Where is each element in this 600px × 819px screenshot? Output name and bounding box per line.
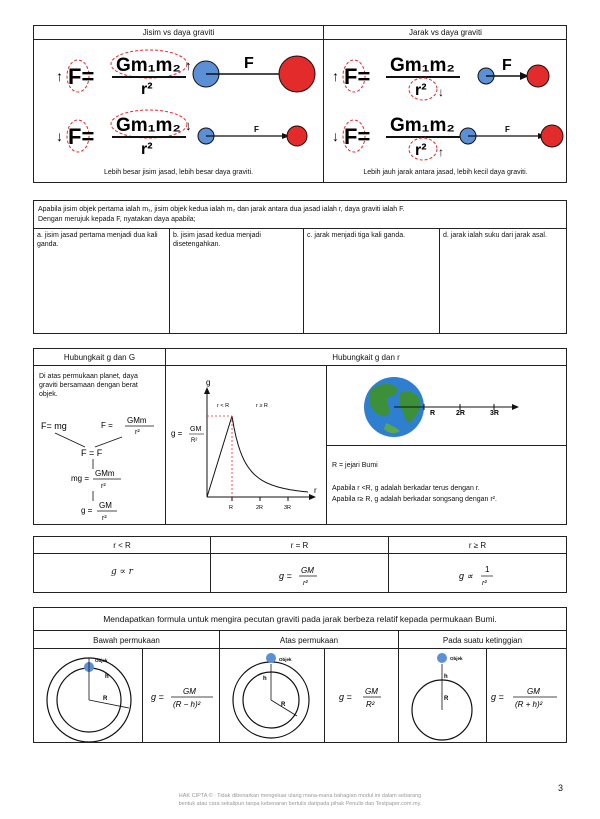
intro-line-1: Apabila jisim objek pertama ialah m₁, jisim objek kedua ialah m₂ dan jarak antara dua jasad ialah r, daya graviti ialah F. [38, 206, 405, 213]
svg-text:h: h [263, 676, 267, 682]
right-caption: Lebih jauh jarak antara jasad, lebih kecil daya graviti. [363, 169, 528, 176]
summary-header-3: r ≥ R [468, 541, 487, 550]
earth-diagram [330, 369, 564, 443]
svg-text:g =: g = [151, 692, 164, 702]
svg-text:R: R [430, 410, 436, 417]
graph-x-axis-label: r [314, 486, 317, 495]
svg-text:3R: 3R [490, 410, 499, 417]
eq-f-mg: F= mg [41, 421, 67, 431]
question-b: b. jisim jasad kedua menjadi disetengahkan. [173, 232, 261, 248]
svg-text:Objek: Objek [450, 656, 463, 661]
formula-lhs: F= [344, 124, 371, 149]
svg-text:GM: GM [527, 687, 540, 696]
svg-text:R: R [444, 696, 449, 702]
svg-text:h: h [444, 674, 448, 680]
at-height-diagram [400, 650, 485, 742]
svg-text:3R: 3R [284, 505, 292, 511]
eq-g-lhs: g = [81, 506, 93, 515]
summary-formula-2 [211, 555, 388, 592]
svg-text:↓: ↓ [332, 128, 339, 144]
eq-f-gmm-den: r² [135, 429, 140, 436]
object-icon [266, 653, 276, 663]
right-header: Jarak vs daya graviti [409, 28, 482, 37]
svg-text:R: R [229, 505, 233, 511]
left-caption: Lebih besar jisim jasad, lebih besar daya graviti. [103, 169, 254, 176]
intro-line-2: Dengan merujuk kepada F, nyatakan daya apabila; [38, 216, 196, 223]
left-header: Jisim vs daya graviti [142, 28, 215, 37]
svg-text:r²: r² [303, 580, 308, 587]
svg-text:↓: ↓ [56, 128, 63, 144]
svg-text:GM: GM [183, 687, 196, 696]
eq-g-den: r² [102, 515, 107, 522]
svg-text:h: h [105, 674, 109, 680]
force-label: F [244, 55, 254, 72]
g-vs-r-graph[interactable] [168, 369, 324, 523]
mass-large-diagram [54, 46, 319, 101]
earth-label-3r [490, 404, 499, 417]
col-header-above: Atas permukaan [279, 636, 339, 645]
graph-tick-3r [284, 497, 291, 511]
mass-small-diagram [54, 106, 319, 161]
above-surface-diagram [221, 650, 323, 742]
svg-text:↓: ↓ [438, 85, 444, 99]
svg-text:↑: ↑ [185, 58, 192, 73]
graph-tick-2r [256, 497, 263, 511]
below-surface-formula [143, 650, 218, 742]
above-surface-formula [325, 650, 397, 742]
left-header: Hubungkait g dan G [63, 353, 136, 362]
graph-eq-den: R² [191, 438, 198, 444]
earth-label-r [424, 404, 435, 417]
force-label: F [505, 125, 510, 134]
g-curve-line [207, 416, 308, 497]
formula-lhs: F= [68, 64, 95, 89]
summary-header-1: r < R [113, 541, 131, 550]
section-mass-distance [33, 25, 567, 183]
svg-text:R²: R² [366, 700, 375, 709]
graph-tick-r [229, 497, 233, 511]
svg-text:↑: ↑ [438, 145, 444, 159]
graph-eq-num: GM [190, 426, 202, 433]
note-2: Apabila r≥ R, g adalah berkadar songsang dengan r². [332, 496, 497, 503]
at-height-formula [487, 650, 566, 742]
formula-lhs: F= [344, 64, 371, 89]
formula-num: Gm₁m₂ [390, 115, 455, 136]
g-curve [207, 416, 308, 497]
question-a: a. jisim jasad pertama menjadi dua kali ganda. [37, 232, 158, 248]
graph-ge-label: r ≥ R [256, 403, 268, 409]
formula-num: Gm₁m₂ [116, 115, 181, 136]
svg-text:↑: ↑ [332, 68, 339, 84]
svg-text:g ∝: g ∝ [459, 571, 473, 581]
formula-den: r² [141, 81, 153, 98]
svg-text:(R − h)²: (R − h)² [173, 700, 201, 709]
question-d: d. jarak ialah suku dari jarak asal. [443, 232, 547, 239]
formula-lhs: F= [68, 124, 95, 149]
svg-text:Objek: Objek [95, 658, 108, 663]
summary-formula-3 [389, 555, 566, 592]
col-header-height: Pada suatu ketinggian [442, 636, 523, 645]
section-height-formulas [33, 607, 567, 743]
eq-f-gmm-num: GMm [127, 416, 147, 425]
graph-lt-label: r < R [217, 403, 230, 409]
page-number: 3 [558, 783, 564, 793]
section-g-relations [33, 348, 567, 525]
svg-text:↓: ↓ [185, 118, 192, 133]
eq-mg-den: r² [101, 483, 106, 490]
svg-text:R: R [281, 702, 286, 708]
section5-title: Mendapatkan formula untuk mengira pecutan graviti pada jarak berbeza relatif kepada permukaan Bumi. [103, 614, 497, 624]
svg-text:2R: 2R [456, 410, 465, 417]
svg-text:R: R [103, 696, 108, 702]
copyright-line-2: bentuk atau cara sekalipun tanpa kebenaran bertulis daripada pihak Penulis dan Testpaper.com.my. [178, 801, 422, 807]
question-c: c. jarak menjadi tiga kali ganda. [307, 232, 406, 239]
svg-text:1: 1 [485, 565, 490, 574]
svg-text:g =: g = [491, 692, 504, 702]
eq-ff: F = F [81, 448, 103, 458]
formula-num: Gm₁m₂ [116, 55, 181, 76]
eq-f-gmm-lhs: F = [101, 421, 113, 430]
g-G-derivation [37, 409, 163, 524]
svg-text:g =: g = [279, 571, 292, 581]
graph-y-axis-label: g [206, 378, 211, 387]
g-and-G-text: Di atas permukaan planet, daya graviti bersamaan dengan berat objek. [39, 373, 138, 398]
distance-far-diagram [330, 106, 565, 161]
svg-text:↑: ↑ [56, 68, 63, 84]
formula-den: r² [415, 142, 427, 159]
eq-mg-num: GMm [95, 469, 115, 478]
formula-den: r² [141, 141, 153, 158]
below-surface-diagram [37, 650, 141, 742]
eq-mg-lhs: mg = [71, 474, 90, 483]
copyright-line-1: HAK CIPTA © : Tidak dibenarkan mengeluar ulang mana-mana bahagian modul ini dalam sebarang [178, 793, 422, 799]
force-label: F [254, 125, 259, 134]
formula-num: Gm₁m₂ [390, 55, 455, 76]
summary-formula-1: g ∝ r [111, 567, 133, 577]
svg-text:r²: r² [482, 580, 487, 587]
svg-text:GM: GM [365, 687, 378, 696]
object-icon [437, 653, 447, 663]
svg-text:GM: GM [301, 566, 314, 575]
svg-text:Objek: Objek [279, 657, 292, 662]
right-header: Hubungkait g dan r [332, 353, 400, 362]
earth-label-2r [456, 404, 465, 417]
graph-eq-lhs: g = [171, 429, 183, 438]
note-1: Apabila r <R, g adalah berkadar terus dengan r. [332, 485, 480, 492]
formula-den: r² [415, 82, 427, 99]
col-header-below: Bawah permukaan [93, 636, 160, 645]
force-label: F [502, 57, 512, 74]
radius-note: R = jejari Bumi [332, 462, 378, 469]
distance-near-diagram [330, 46, 565, 101]
section-g-summary [33, 536, 567, 593]
svg-text:(R + h)²: (R + h)² [515, 700, 543, 709]
eq-g-num: GM [99, 501, 112, 510]
summary-header-2: r = R [290, 541, 309, 550]
svg-text:g =: g = [339, 692, 352, 702]
section-questions [33, 200, 567, 334]
svg-text:2R: 2R [256, 505, 264, 511]
